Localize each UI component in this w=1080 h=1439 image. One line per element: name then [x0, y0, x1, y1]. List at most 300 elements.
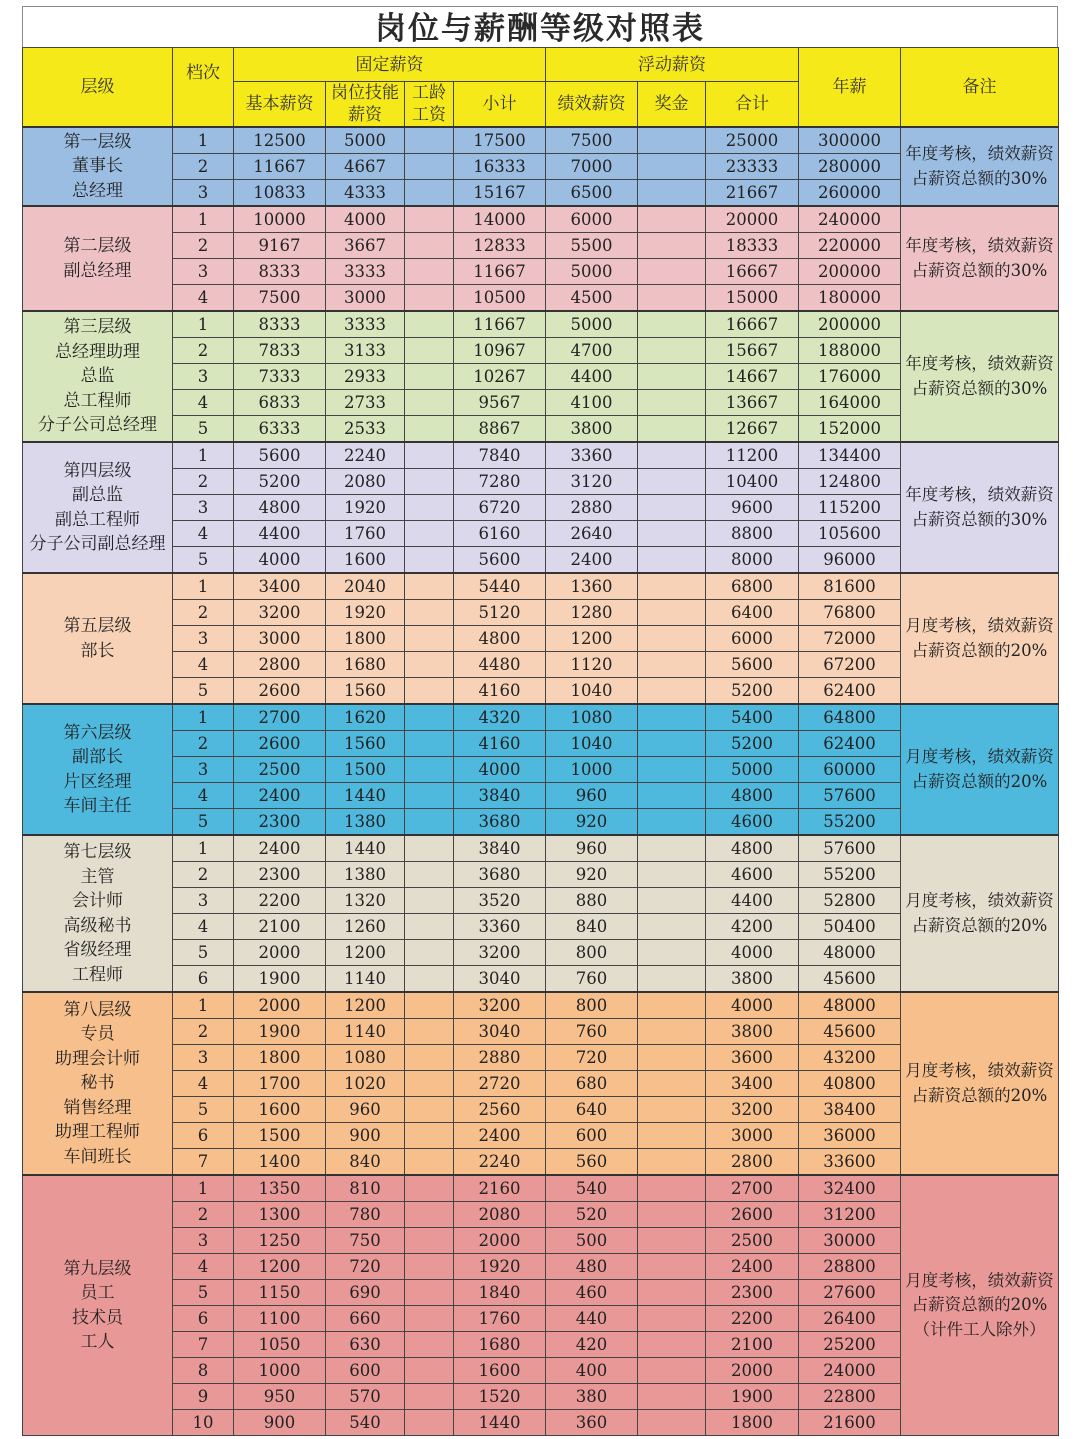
header-level: 层级: [23, 48, 173, 128]
performance-salary-cell: 4100: [546, 390, 638, 416]
header-floating-salary: 浮动薪资: [546, 48, 799, 82]
level-cell: 第八层级 专员 助理会计师 秘书 销售经理 助理工程师 车间班长: [23, 992, 173, 1175]
performance-salary-cell: 520: [546, 1202, 638, 1228]
annual-salary-cell: 300000: [799, 127, 901, 154]
subtotal-cell: 3200: [454, 992, 546, 1019]
skill-salary-cell: 3667: [326, 233, 405, 259]
grade-cell: 4: [173, 652, 234, 678]
subtotal-cell: 2240: [454, 1149, 546, 1176]
skill-salary-cell: 1200: [326, 940, 405, 966]
annual-salary-cell: 28800: [799, 1254, 901, 1280]
base-salary-cell: 1100: [234, 1306, 326, 1332]
bonus-cell: [638, 1228, 706, 1254]
grade-cell: 3: [173, 1228, 234, 1254]
subtotal-cell: 7840: [454, 442, 546, 469]
grade-cell: 5: [173, 678, 234, 705]
base-salary-cell: 4000: [234, 547, 326, 574]
performance-salary-cell: 2400: [546, 547, 638, 574]
performance-salary-cell: 800: [546, 992, 638, 1019]
performance-salary-cell: 360: [546, 1410, 638, 1436]
base-salary-cell: 1000: [234, 1358, 326, 1384]
annual-salary-cell: 40800: [799, 1071, 901, 1097]
seniority-salary-cell: [405, 835, 454, 862]
total-cell: 4000: [706, 940, 799, 966]
annual-salary-cell: 72000: [799, 626, 901, 652]
grade-cell: 10: [173, 1410, 234, 1436]
skill-salary-cell: 1680: [326, 652, 405, 678]
annual-salary-cell: 55200: [799, 809, 901, 836]
base-salary-cell: 1150: [234, 1280, 326, 1306]
skill-salary-cell: 1380: [326, 809, 405, 836]
header-performance-salary: 绩效薪资: [546, 82, 638, 128]
bonus-cell: [638, 416, 706, 443]
subtotal-cell: 1840: [454, 1280, 546, 1306]
bonus-cell: [638, 495, 706, 521]
subtotal-cell: 5120: [454, 600, 546, 626]
table-row: [23, 992, 1059, 1019]
table-row: [23, 835, 1059, 862]
performance-salary-cell: 920: [546, 809, 638, 836]
grade-cell: 6: [173, 966, 234, 993]
base-salary-cell: 2000: [234, 992, 326, 1019]
skill-salary-cell: 600: [326, 1358, 405, 1384]
seniority-salary-cell: [405, 206, 454, 233]
performance-salary-cell: 800: [546, 940, 638, 966]
base-salary-cell: 4400: [234, 521, 326, 547]
bonus-cell: [638, 154, 706, 180]
bonus-cell: [638, 992, 706, 1019]
annual-salary-cell: 32400: [799, 1175, 901, 1202]
grade-cell: 1: [173, 442, 234, 469]
performance-salary-cell: 5000: [546, 259, 638, 285]
annual-salary-cell: 38400: [799, 1097, 901, 1123]
skill-salary-cell: 720: [326, 1254, 405, 1280]
base-salary-cell: 3400: [234, 573, 326, 600]
header-base-salary: 基本薪资: [234, 82, 326, 128]
total-cell: 4000: [706, 992, 799, 1019]
skill-salary-cell: 1760: [326, 521, 405, 547]
grade-cell: 2: [173, 1202, 234, 1228]
grade-cell: 4: [173, 914, 234, 940]
performance-salary-cell: 460: [546, 1280, 638, 1306]
bonus-cell: [638, 442, 706, 469]
remark-cell: 月度考核，绩效薪资占薪资总额的20%: [901, 835, 1059, 992]
skill-salary-cell: 2733: [326, 390, 405, 416]
subtotal-cell: 3520: [454, 888, 546, 914]
seniority-salary-cell: [405, 180, 454, 207]
total-cell: 13667: [706, 390, 799, 416]
subtotal-cell: 1920: [454, 1254, 546, 1280]
base-salary-cell: 4800: [234, 495, 326, 521]
skill-salary-cell: 1920: [326, 600, 405, 626]
total-cell: 4200: [706, 914, 799, 940]
performance-salary-cell: 600: [546, 1123, 638, 1149]
total-cell: 2000: [706, 1358, 799, 1384]
skill-salary-cell: 2080: [326, 469, 405, 495]
seniority-salary-cell: [405, 1384, 454, 1410]
seniority-salary-cell: [405, 992, 454, 1019]
performance-salary-cell: 1040: [546, 678, 638, 705]
base-salary-cell: 2200: [234, 888, 326, 914]
performance-salary-cell: 760: [546, 966, 638, 993]
annual-salary-cell: 164000: [799, 390, 901, 416]
seniority-salary-cell: [405, 1045, 454, 1071]
annual-salary-cell: 50400: [799, 914, 901, 940]
seniority-salary-cell: [405, 1123, 454, 1149]
annual-salary-cell: 43200: [799, 1045, 901, 1071]
base-salary-cell: 2300: [234, 809, 326, 836]
total-cell: 11200: [706, 442, 799, 469]
skill-salary-cell: 1600: [326, 547, 405, 574]
subtotal-cell: 2560: [454, 1097, 546, 1123]
skill-salary-cell: 1440: [326, 835, 405, 862]
seniority-salary-cell: [405, 1175, 454, 1202]
performance-salary-cell: 7500: [546, 127, 638, 154]
total-cell: 6000: [706, 626, 799, 652]
grade-cell: 3: [173, 888, 234, 914]
total-cell: 18333: [706, 233, 799, 259]
annual-salary-cell: 200000: [799, 259, 901, 285]
level-cell: 第四层级 副总监 副总工程师 分子公司副总经理: [23, 442, 173, 573]
grade-cell: 3: [173, 757, 234, 783]
skill-salary-cell: 2933: [326, 364, 405, 390]
bonus-cell: [638, 1045, 706, 1071]
bonus-cell: [638, 1358, 706, 1384]
performance-salary-cell: 4400: [546, 364, 638, 390]
header-seniority-salary: 工龄工资: [405, 82, 454, 128]
base-salary-cell: 2600: [234, 678, 326, 705]
grade-cell: 5: [173, 416, 234, 443]
annual-salary-cell: 67200: [799, 652, 901, 678]
bonus-cell: [638, 1202, 706, 1228]
annual-salary-cell: 134400: [799, 442, 901, 469]
header-grade: 档次: [173, 48, 234, 128]
performance-salary-cell: 4500: [546, 285, 638, 312]
seniority-salary-cell: [405, 1149, 454, 1176]
grade-cell: 7: [173, 1332, 234, 1358]
annual-salary-cell: 76800: [799, 600, 901, 626]
seniority-salary-cell: [405, 573, 454, 600]
grade-cell: 1: [173, 573, 234, 600]
table-row: [23, 442, 1059, 469]
skill-salary-cell: 750: [326, 1228, 405, 1254]
level-cell: 第六层级 副部长 片区经理 车间主任: [23, 704, 173, 835]
subtotal-cell: 1520: [454, 1384, 546, 1410]
total-cell: 20000: [706, 206, 799, 233]
subtotal-cell: 3200: [454, 940, 546, 966]
bonus-cell: [638, 180, 706, 207]
skill-salary-cell: 1140: [326, 1019, 405, 1045]
performance-salary-cell: 420: [546, 1332, 638, 1358]
remark-cell: 年度考核，绩效薪资占薪资总额的30%: [901, 311, 1059, 442]
skill-salary-cell: 540: [326, 1410, 405, 1436]
seniority-salary-cell: [405, 783, 454, 809]
subtotal-cell: 3040: [454, 1019, 546, 1045]
annual-salary-cell: 45600: [799, 966, 901, 993]
annual-salary-cell: 30000: [799, 1228, 901, 1254]
table-row: [23, 311, 1059, 338]
base-salary-cell: 2500: [234, 757, 326, 783]
annual-salary-cell: 48000: [799, 992, 901, 1019]
performance-salary-cell: 1120: [546, 652, 638, 678]
remark-cell: 月度考核，绩效薪资占薪资总额的20%: [901, 992, 1059, 1175]
annual-salary-cell: 188000: [799, 338, 901, 364]
bonus-cell: [638, 704, 706, 731]
performance-salary-cell: 2640: [546, 521, 638, 547]
performance-salary-cell: 480: [546, 1254, 638, 1280]
performance-salary-cell: 7000: [546, 154, 638, 180]
grade-cell: 2: [173, 862, 234, 888]
performance-salary-cell: 3360: [546, 442, 638, 469]
subtotal-cell: 8867: [454, 416, 546, 443]
skill-salary-cell: 840: [326, 1149, 405, 1176]
annual-salary-cell: 36000: [799, 1123, 901, 1149]
seniority-salary-cell: [405, 521, 454, 547]
subtotal-cell: 2720: [454, 1071, 546, 1097]
bonus-cell: [638, 1384, 706, 1410]
total-cell: 1900: [706, 1384, 799, 1410]
subtotal-cell: 3360: [454, 914, 546, 940]
annual-salary-cell: 105600: [799, 521, 901, 547]
performance-salary-cell: 3800: [546, 416, 638, 443]
grade-cell: 2: [173, 338, 234, 364]
base-salary-cell: 10833: [234, 180, 326, 207]
header-subtotal: 小计: [454, 82, 546, 128]
bonus-cell: [638, 757, 706, 783]
grade-cell: 5: [173, 1097, 234, 1123]
grade-cell: 1: [173, 311, 234, 338]
base-salary-cell: 1350: [234, 1175, 326, 1202]
bonus-cell: [638, 940, 706, 966]
grade-cell: 2: [173, 154, 234, 180]
remark-cell: 年度考核，绩效薪资占薪资总额的30%: [901, 127, 1059, 206]
subtotal-cell: 2000: [454, 1228, 546, 1254]
skill-salary-cell: 810: [326, 1175, 405, 1202]
seniority-salary-cell: [405, 809, 454, 836]
total-cell: 8800: [706, 521, 799, 547]
grade-cell: 2: [173, 233, 234, 259]
seniority-salary-cell: [405, 1228, 454, 1254]
seniority-salary-cell: [405, 1019, 454, 1045]
bonus-cell: [638, 1097, 706, 1123]
annual-salary-cell: 62400: [799, 678, 901, 705]
bonus-cell: [638, 1410, 706, 1436]
subtotal-cell: 12833: [454, 233, 546, 259]
grade-cell: 4: [173, 285, 234, 312]
annual-salary-cell: 27600: [799, 1280, 901, 1306]
annual-salary-cell: 62400: [799, 731, 901, 757]
subtotal-cell: 4320: [454, 704, 546, 731]
header-annual-salary: 年薪: [799, 48, 901, 128]
subtotal-cell: 5440: [454, 573, 546, 600]
total-cell: 2200: [706, 1306, 799, 1332]
base-salary-cell: 3200: [234, 600, 326, 626]
subtotal-cell: 3040: [454, 966, 546, 993]
total-cell: 3800: [706, 1019, 799, 1045]
table-row: [23, 573, 1059, 600]
grade-cell: 3: [173, 626, 234, 652]
skill-salary-cell: 2533: [326, 416, 405, 443]
grade-cell: 4: [173, 1071, 234, 1097]
annual-salary-cell: 26400: [799, 1306, 901, 1332]
performance-salary-cell: 3120: [546, 469, 638, 495]
header-bonus: 奖金: [638, 82, 706, 128]
grade-cell: 1: [173, 1175, 234, 1202]
seniority-salary-cell: [405, 600, 454, 626]
grade-cell: 3: [173, 180, 234, 207]
annual-salary-cell: 81600: [799, 573, 901, 600]
skill-salary-cell: 1800: [326, 626, 405, 652]
header-skill-salary: 岗位技能薪资: [326, 82, 405, 128]
bonus-cell: [638, 966, 706, 993]
bonus-cell: [638, 783, 706, 809]
annual-salary-cell: 96000: [799, 547, 901, 574]
seniority-salary-cell: [405, 547, 454, 574]
grade-cell: 2: [173, 1019, 234, 1045]
grade-cell: 4: [173, 521, 234, 547]
remark-cell: 月度考核，绩效薪资占薪资总额的20%: [901, 573, 1059, 704]
skill-salary-cell: 2040: [326, 573, 405, 600]
annual-salary-cell: 45600: [799, 1019, 901, 1045]
performance-salary-cell: 680: [546, 1071, 638, 1097]
bonus-cell: [638, 1123, 706, 1149]
subtotal-cell: 10967: [454, 338, 546, 364]
skill-salary-cell: 630: [326, 1332, 405, 1358]
grade-cell: 6: [173, 1123, 234, 1149]
performance-salary-cell: 400: [546, 1358, 638, 1384]
header-total: 合计: [706, 82, 799, 128]
base-salary-cell: 7333: [234, 364, 326, 390]
skill-salary-cell: 4333: [326, 180, 405, 207]
bonus-cell: [638, 678, 706, 705]
seniority-salary-cell: [405, 154, 454, 180]
performance-salary-cell: 960: [546, 835, 638, 862]
subtotal-cell: 14000: [454, 206, 546, 233]
base-salary-cell: 7500: [234, 285, 326, 312]
base-salary-cell: 2700: [234, 704, 326, 731]
base-salary-cell: 2000: [234, 940, 326, 966]
bonus-cell: [638, 469, 706, 495]
subtotal-cell: 17500: [454, 127, 546, 154]
annual-salary-cell: 57600: [799, 835, 901, 862]
table-row: [23, 127, 1059, 154]
grade-cell: 4: [173, 1254, 234, 1280]
header-fixed-salary: 固定薪资: [234, 48, 546, 82]
salary-table: [22, 47, 1059, 1436]
performance-salary-cell: 540: [546, 1175, 638, 1202]
performance-salary-cell: 380: [546, 1384, 638, 1410]
skill-salary-cell: 690: [326, 1280, 405, 1306]
base-salary-cell: 2600: [234, 731, 326, 757]
base-salary-cell: 1300: [234, 1202, 326, 1228]
seniority-salary-cell: [405, 233, 454, 259]
annual-salary-cell: 220000: [799, 233, 901, 259]
seniority-salary-cell: [405, 495, 454, 521]
base-salary-cell: 950: [234, 1384, 326, 1410]
total-cell: 3400: [706, 1071, 799, 1097]
total-cell: 4800: [706, 783, 799, 809]
skill-salary-cell: 900: [326, 1123, 405, 1149]
annual-salary-cell: 21600: [799, 1410, 901, 1436]
total-cell: 5000: [706, 757, 799, 783]
performance-salary-cell: 1000: [546, 757, 638, 783]
total-cell: 16667: [706, 311, 799, 338]
performance-salary-cell: 2880: [546, 495, 638, 521]
subtotal-cell: 4160: [454, 678, 546, 705]
skill-salary-cell: 1620: [326, 704, 405, 731]
base-salary-cell: 2400: [234, 783, 326, 809]
seniority-salary-cell: [405, 1410, 454, 1436]
subtotal-cell: 1600: [454, 1358, 546, 1384]
base-salary-cell: 1900: [234, 1019, 326, 1045]
annual-salary-cell: 176000: [799, 364, 901, 390]
performance-salary-cell: 960: [546, 783, 638, 809]
bonus-cell: [638, 547, 706, 574]
skill-salary-cell: 780: [326, 1202, 405, 1228]
skill-salary-cell: 1200: [326, 992, 405, 1019]
subtotal-cell: 2080: [454, 1202, 546, 1228]
grade-cell: 5: [173, 940, 234, 966]
subtotal-cell: 4800: [454, 626, 546, 652]
bonus-cell: [638, 1149, 706, 1176]
subtotal-cell: 9567: [454, 390, 546, 416]
base-salary-cell: 1250: [234, 1228, 326, 1254]
base-salary-cell: 900: [234, 1410, 326, 1436]
total-cell: 5200: [706, 678, 799, 705]
grade-cell: 1: [173, 127, 234, 154]
annual-salary-cell: 152000: [799, 416, 901, 443]
bonus-cell: [638, 1254, 706, 1280]
grade-cell: 4: [173, 390, 234, 416]
skill-salary-cell: 3000: [326, 285, 405, 312]
performance-salary-cell: 760: [546, 1019, 638, 1045]
seniority-salary-cell: [405, 1254, 454, 1280]
skill-salary-cell: 1080: [326, 1045, 405, 1071]
performance-salary-cell: 1040: [546, 731, 638, 757]
total-cell: 8000: [706, 547, 799, 574]
bonus-cell: [638, 338, 706, 364]
base-salary-cell: 11667: [234, 154, 326, 180]
grade-cell: 2: [173, 469, 234, 495]
total-cell: 3600: [706, 1045, 799, 1071]
performance-salary-cell: 500: [546, 1228, 638, 1254]
skill-salary-cell: 2240: [326, 442, 405, 469]
total-cell: 2600: [706, 1202, 799, 1228]
grade-cell: 3: [173, 1045, 234, 1071]
subtotal-cell: 10267: [454, 364, 546, 390]
skill-salary-cell: 1560: [326, 678, 405, 705]
base-salary-cell: 8333: [234, 311, 326, 338]
annual-salary-cell: 115200: [799, 495, 901, 521]
skill-salary-cell: 4000: [326, 206, 405, 233]
skill-salary-cell: 1440: [326, 783, 405, 809]
subtotal-cell: 4000: [454, 757, 546, 783]
skill-salary-cell: 1500: [326, 757, 405, 783]
bonus-cell: [638, 390, 706, 416]
seniority-salary-cell: [405, 914, 454, 940]
base-salary-cell: 1800: [234, 1045, 326, 1071]
subtotal-cell: 3680: [454, 809, 546, 836]
annual-salary-cell: 55200: [799, 862, 901, 888]
skill-salary-cell: 1380: [326, 862, 405, 888]
seniority-salary-cell: [405, 1306, 454, 1332]
skill-salary-cell: 1560: [326, 731, 405, 757]
total-cell: 2500: [706, 1228, 799, 1254]
grade-cell: 5: [173, 1280, 234, 1306]
grade-cell: 4: [173, 783, 234, 809]
seniority-salary-cell: [405, 678, 454, 705]
total-cell: 15667: [706, 338, 799, 364]
